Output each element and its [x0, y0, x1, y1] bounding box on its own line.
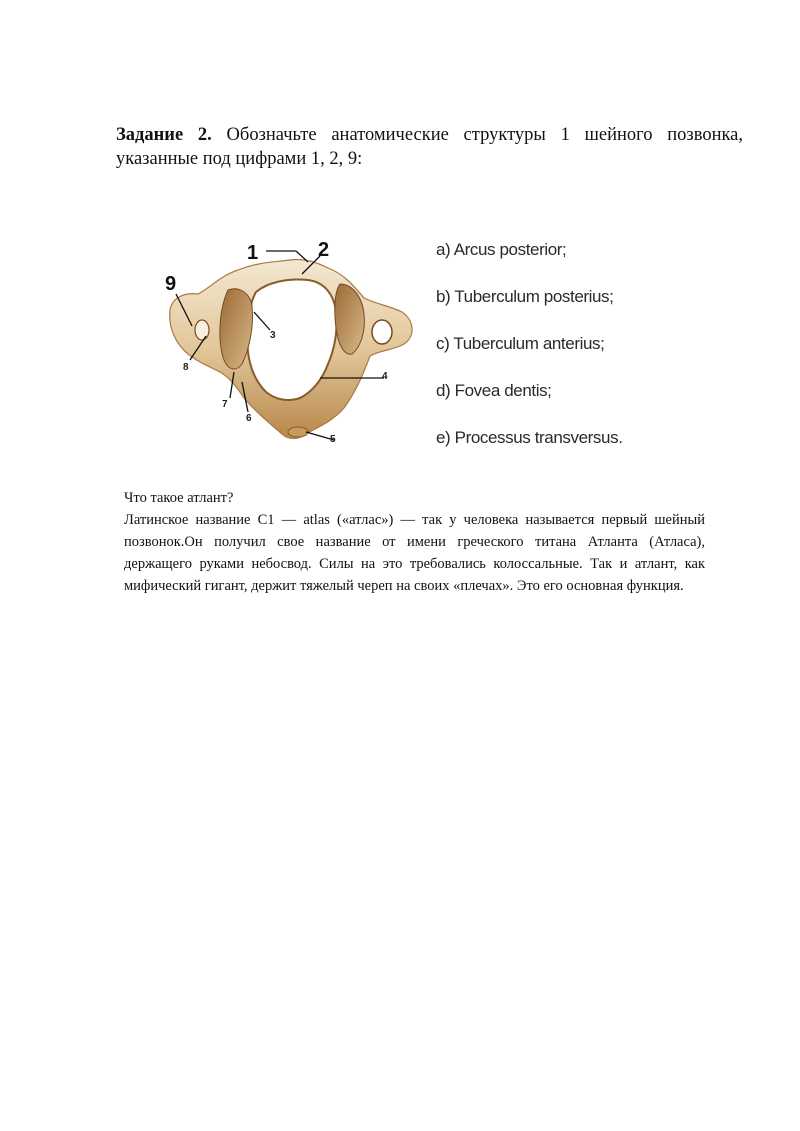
- answer-section: [124, 487, 705, 597]
- anterior-tubercle-shape: [288, 427, 308, 437]
- left-transverse-foramen: [195, 320, 209, 340]
- task-label: Задание 2.: [116, 125, 212, 145]
- label-2: 2: [318, 239, 330, 261]
- task-paragraph: [116, 123, 743, 171]
- label-8: 8: [183, 362, 189, 373]
- label-7: 7: [222, 399, 228, 410]
- answer-question: Что такое атлант?: [124, 490, 234, 506]
- answer-options-list: [436, 236, 756, 471]
- option-e: e) Processus transversus.: [436, 428, 623, 447]
- option-d: d) Fovea dentis;: [436, 381, 552, 400]
- label-5: 5: [330, 434, 336, 445]
- atlas-vertebra-figure: [158, 232, 428, 462]
- atlas-vertebra-drawing: [158, 232, 428, 462]
- answer-body: Латинское название C1 — atlas («атлас») — так у человека называется первый шейный позвонок.Он получил свое название от имени греческого титана Атланта (Атласа), держащего руками небосвод. Силы на это требовались колоссальные. Так и атлант, как мифический гигант, держит тяжелый череп на своих «плечах». Это его основная функция.: [124, 512, 705, 594]
- option-b: b) Tuberculum posterius;: [436, 287, 614, 306]
- label-6: 6: [246, 413, 252, 424]
- label-1: 1: [247, 242, 259, 264]
- label-4: 4: [382, 371, 388, 382]
- right-transverse-foramen: [372, 320, 392, 344]
- label-9: 9: [165, 273, 177, 295]
- task-text: Обозначьте анатомические структуры 1 шейного позвонка, указанные под цифрами 1, 2, 9:: [116, 125, 744, 169]
- option-c: c) Tuberculum anterius;: [436, 334, 605, 353]
- option-a: a) Arcus posterior;: [436, 240, 567, 259]
- label-3: 3: [270, 330, 276, 341]
